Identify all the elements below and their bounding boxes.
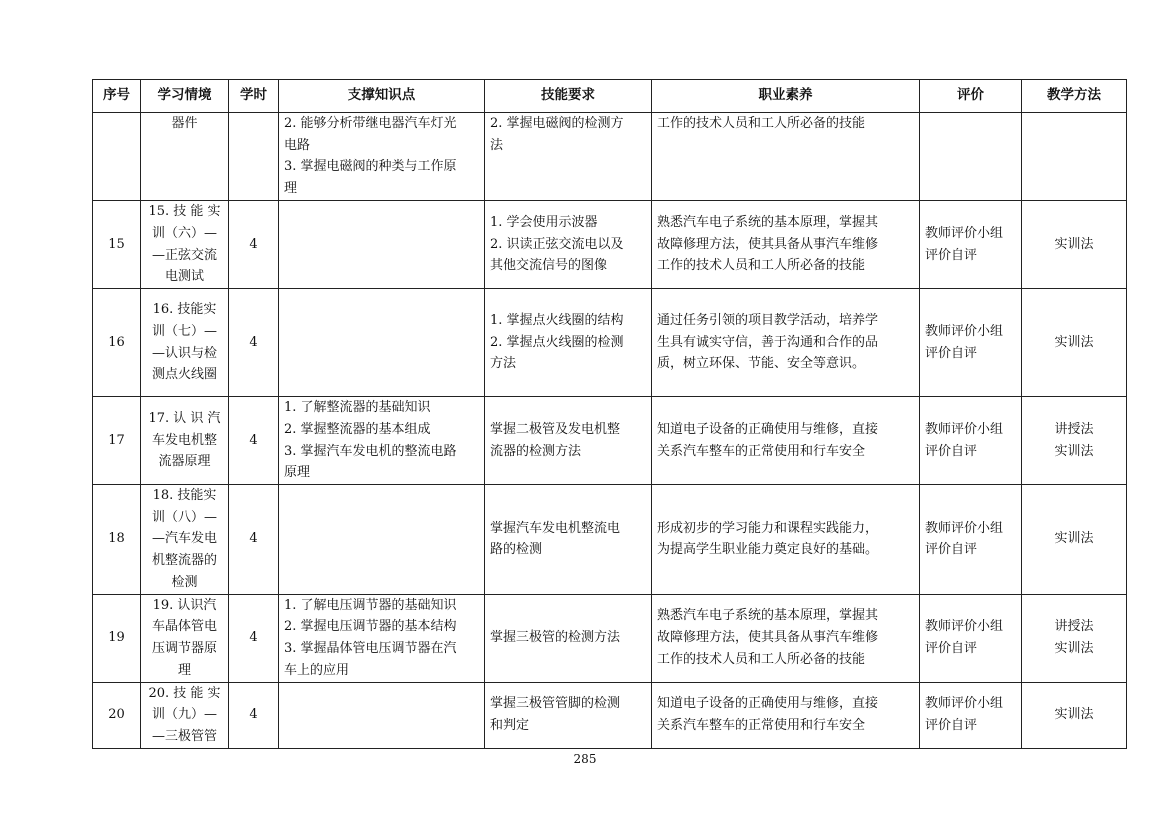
cell-literacy: [652, 682, 920, 748]
cell-literacy: [652, 113, 920, 201]
situation-line: 16. 技能实: [152, 302, 217, 318]
evaluation-line: 教师评价小组: [925, 421, 1004, 437]
evaluation-line: 评价自评: [925, 641, 978, 657]
literacy-line: 故障修理方法，使其具备从事汽车维修: [657, 236, 879, 252]
situation-line: 20. 技 能 实: [148, 685, 221, 701]
situation-line: 测点火线圈: [151, 367, 217, 383]
situation-line: 19. 认识汽: [152, 597, 217, 613]
table-row: [93, 594, 1127, 682]
literacy-line: 工作的技术人员和工人所必备的技能: [657, 116, 866, 131]
cell-knowledge: [279, 485, 485, 595]
cell-evaluation: [920, 682, 1022, 748]
method-line: 实训法: [1054, 236, 1094, 252]
situation-line: 器件: [171, 116, 198, 131]
skills-line: 2. 识读正弦交流电以及: [490, 236, 624, 252]
cell-evaluation: [920, 201, 1022, 289]
cell-knowledge: [279, 289, 485, 397]
cell-skills: [485, 201, 652, 289]
cell-evaluation: [920, 485, 1022, 595]
situation-line: 训（六）—: [151, 225, 217, 241]
method-line: 讲授法: [1054, 619, 1094, 635]
cell-seq: 20: [93, 682, 141, 748]
cell-seq: [93, 113, 141, 201]
situation-line: 机整流器的: [151, 553, 217, 569]
cell-hours: 4: [229, 201, 279, 289]
table-header-row: [93, 80, 1127, 113]
cell-knowledge: [279, 682, 485, 748]
evaluation-line: 教师评价小组: [925, 619, 1004, 635]
cell-situation: [141, 682, 229, 748]
situation-line: 15. 技 能 实: [148, 204, 221, 220]
skills-line: 掌握三极管的检测方法: [490, 630, 621, 646]
knowledge-line: 3. 掌握汽车发电机的整流电路: [284, 443, 457, 459]
situation-line: 电测试: [164, 269, 204, 285]
literacy-line: 质，树立环保、节能、安全等意识。: [657, 356, 866, 372]
literacy-line: 生具有诚实守信，善于沟通和合作的品: [657, 334, 879, 350]
cell-evaluation: [920, 113, 1022, 201]
skills-line: 掌握汽车发电机整流电: [490, 520, 621, 536]
knowledge-line: 2. 掌握整流器的基本组成: [284, 421, 431, 437]
cell-situation: [141, 113, 229, 201]
cell-situation: [141, 201, 229, 289]
cell-knowledge: [279, 397, 485, 485]
cell-literacy: [652, 594, 920, 682]
header-seq: 序号: [93, 80, 141, 113]
skills-line: 2. 掌握电磁阀的检测方: [490, 116, 624, 131]
cell-literacy: [652, 397, 920, 485]
cell-situation: [141, 485, 229, 595]
situation-line: 检测: [171, 574, 198, 590]
knowledge-line: 3. 掌握晶体管电压调节器在汽: [284, 641, 457, 657]
skills-line: 其他交流信号的图像: [490, 258, 608, 274]
situation-line: 训（八）—: [151, 509, 217, 525]
situation-line: 训（七）—: [151, 323, 217, 339]
evaluation-line: 评价自评: [925, 443, 978, 459]
header-hours: 学时: [229, 80, 279, 113]
cell-method: [1022, 289, 1127, 397]
cell-knowledge: [279, 594, 485, 682]
literacy-line: 为提高学生职业能力奠定良好的基础。: [657, 542, 879, 558]
table-row: [93, 113, 1127, 201]
method-line: 实训法: [1054, 531, 1094, 547]
situation-line: —汽车发电: [151, 531, 217, 547]
skills-line: 方法: [490, 356, 517, 372]
page-number: 285: [573, 752, 597, 766]
cell-situation: [141, 594, 229, 682]
cell-evaluation: [920, 397, 1022, 485]
method-line: 实训法: [1054, 641, 1094, 657]
situation-line: 训（九）—: [151, 707, 217, 723]
method-line: 实训法: [1054, 707, 1094, 723]
situation-line: —认识与检: [151, 345, 217, 361]
cell-skills: [485, 682, 652, 748]
cell-knowledge: [279, 113, 485, 201]
knowledge-line: 车上的应用: [284, 662, 350, 678]
cell-hours: 4: [229, 682, 279, 748]
knowledge-line: 1. 了解整流器的基础知识: [284, 400, 431, 416]
cell-method: [1022, 594, 1127, 682]
cell-skills: [485, 485, 652, 595]
literacy-line: 通过任务引领的项目教学活动，培养学: [657, 312, 879, 328]
cell-situation: [141, 289, 229, 397]
skills-line: 掌握二极管及发电机整: [490, 421, 621, 437]
header-skills: 技能要求: [485, 80, 652, 113]
skills-line: 路的检测: [490, 542, 543, 558]
literacy-line: 形成初步的学习能力和课程实践能力，: [657, 520, 879, 536]
header-knowledge: 支撑知识点: [279, 80, 485, 113]
evaluation-line: 教师评价小组: [925, 323, 1004, 339]
literacy-line: 故障修理方法，使其具备从事汽车维修: [657, 630, 879, 646]
header-evaluation: 评价: [920, 80, 1022, 113]
cell-literacy: [652, 201, 920, 289]
table-body: [93, 113, 1127, 749]
cell-evaluation: [920, 594, 1022, 682]
literacy-line: 关系汽车整车的正常使用和行车安全: [657, 443, 866, 459]
skills-line: 法: [490, 137, 504, 153]
cell-literacy: [652, 289, 920, 397]
literacy-line: 知道电子设备的正确使用与维修，直接: [657, 421, 879, 437]
cell-evaluation: [920, 289, 1022, 397]
knowledge-line: 2. 掌握电压调节器的基本结构: [284, 619, 457, 635]
table-row: [93, 201, 1127, 289]
literacy-line: 关系汽车整车的正常使用和行车安全: [657, 718, 866, 734]
method-line: 讲授法: [1054, 421, 1094, 437]
cell-literacy: [652, 485, 920, 595]
literacy-line: 熟悉汽车电子系统的基本原理，掌握其: [657, 608, 879, 624]
skills-line: 流器的检测方法: [490, 443, 582, 459]
evaluation-line: 教师评价小组: [925, 225, 1004, 241]
knowledge-line: 电路: [284, 137, 311, 153]
situation-line: —三极管管: [151, 728, 217, 744]
table-row: [93, 289, 1127, 397]
evaluation-line: 评价自评: [925, 718, 978, 734]
skills-line: 1. 掌握点火线圈的结构: [490, 312, 624, 328]
situation-line: 流器原理: [158, 454, 211, 470]
header-situation: 学习情境: [141, 80, 229, 113]
situation-line: 理: [177, 662, 191, 678]
skills-line: 掌握三极管管脚的检测: [490, 696, 621, 712]
cell-method: [1022, 201, 1127, 289]
evaluation-line: 评价自评: [925, 247, 978, 263]
knowledge-line: 2. 能够分析带继电器汽车灯光: [284, 116, 457, 131]
knowledge-line: 1. 了解电压调节器的基础知识: [284, 597, 457, 613]
cell-seq: 15: [93, 201, 141, 289]
method-line: 实训法: [1054, 334, 1094, 350]
knowledge-line: 3. 掌握电磁阀的种类与工作原: [284, 159, 457, 175]
cell-seq: 17: [93, 397, 141, 485]
literacy-line: 工作的技术人员和工人所必备的技能: [657, 651, 866, 667]
cell-skills: [485, 113, 652, 201]
evaluation-line: 评价自评: [925, 542, 978, 558]
evaluation-line: 教师评价小组: [925, 696, 1004, 712]
cell-skills: [485, 397, 652, 485]
literacy-line: 熟悉汽车电子系统的基本原理，掌握其: [657, 214, 879, 230]
skills-line: 2. 掌握点火线圈的检测: [490, 334, 624, 350]
header-method: 教学方法: [1022, 80, 1127, 113]
cell-method: [1022, 397, 1127, 485]
knowledge-line: 理: [284, 181, 298, 197]
cell-method: [1022, 485, 1127, 595]
situation-line: 车晶体管电: [151, 619, 217, 635]
situation-line: 车发电机整: [151, 432, 217, 448]
cell-hours: 4: [229, 397, 279, 485]
situation-line: 压调节器原: [151, 641, 217, 657]
table-row: [93, 485, 1127, 595]
cell-situation: [141, 397, 229, 485]
cell-hours: 4: [229, 289, 279, 397]
table-row: [93, 397, 1127, 485]
situation-line: 17. 认 识 汽: [148, 410, 221, 426]
cell-knowledge: [279, 201, 485, 289]
table-row: [93, 682, 1127, 748]
cell-seq: 16: [93, 289, 141, 397]
cell-skills: [485, 289, 652, 397]
situation-line: 18. 技能实: [152, 488, 217, 503]
cell-seq: 19: [93, 594, 141, 682]
curriculum-table: [92, 79, 1127, 749]
situation-line: —正弦交流: [151, 247, 217, 263]
literacy-line: 知道电子设备的正确使用与维修，直接: [657, 696, 879, 712]
cell-method: [1022, 113, 1127, 201]
cell-method: [1022, 682, 1127, 748]
cell-hours: [229, 113, 279, 201]
knowledge-line: 原理: [284, 465, 311, 481]
cell-skills: [485, 594, 652, 682]
header-literacy: 职业素养: [652, 80, 920, 113]
evaluation-line: 教师评价小组: [925, 520, 1004, 536]
evaluation-line: 评价自评: [925, 345, 978, 361]
literacy-line: 工作的技术人员和工人所必备的技能: [657, 258, 866, 274]
cell-hours: 4: [229, 485, 279, 595]
method-line: 实训法: [1054, 443, 1094, 459]
skills-line: 1. 学会使用示波器: [490, 214, 598, 230]
cell-seq: 18: [93, 485, 141, 595]
skills-line: 和判定: [490, 718, 530, 734]
cell-hours: 4: [229, 594, 279, 682]
